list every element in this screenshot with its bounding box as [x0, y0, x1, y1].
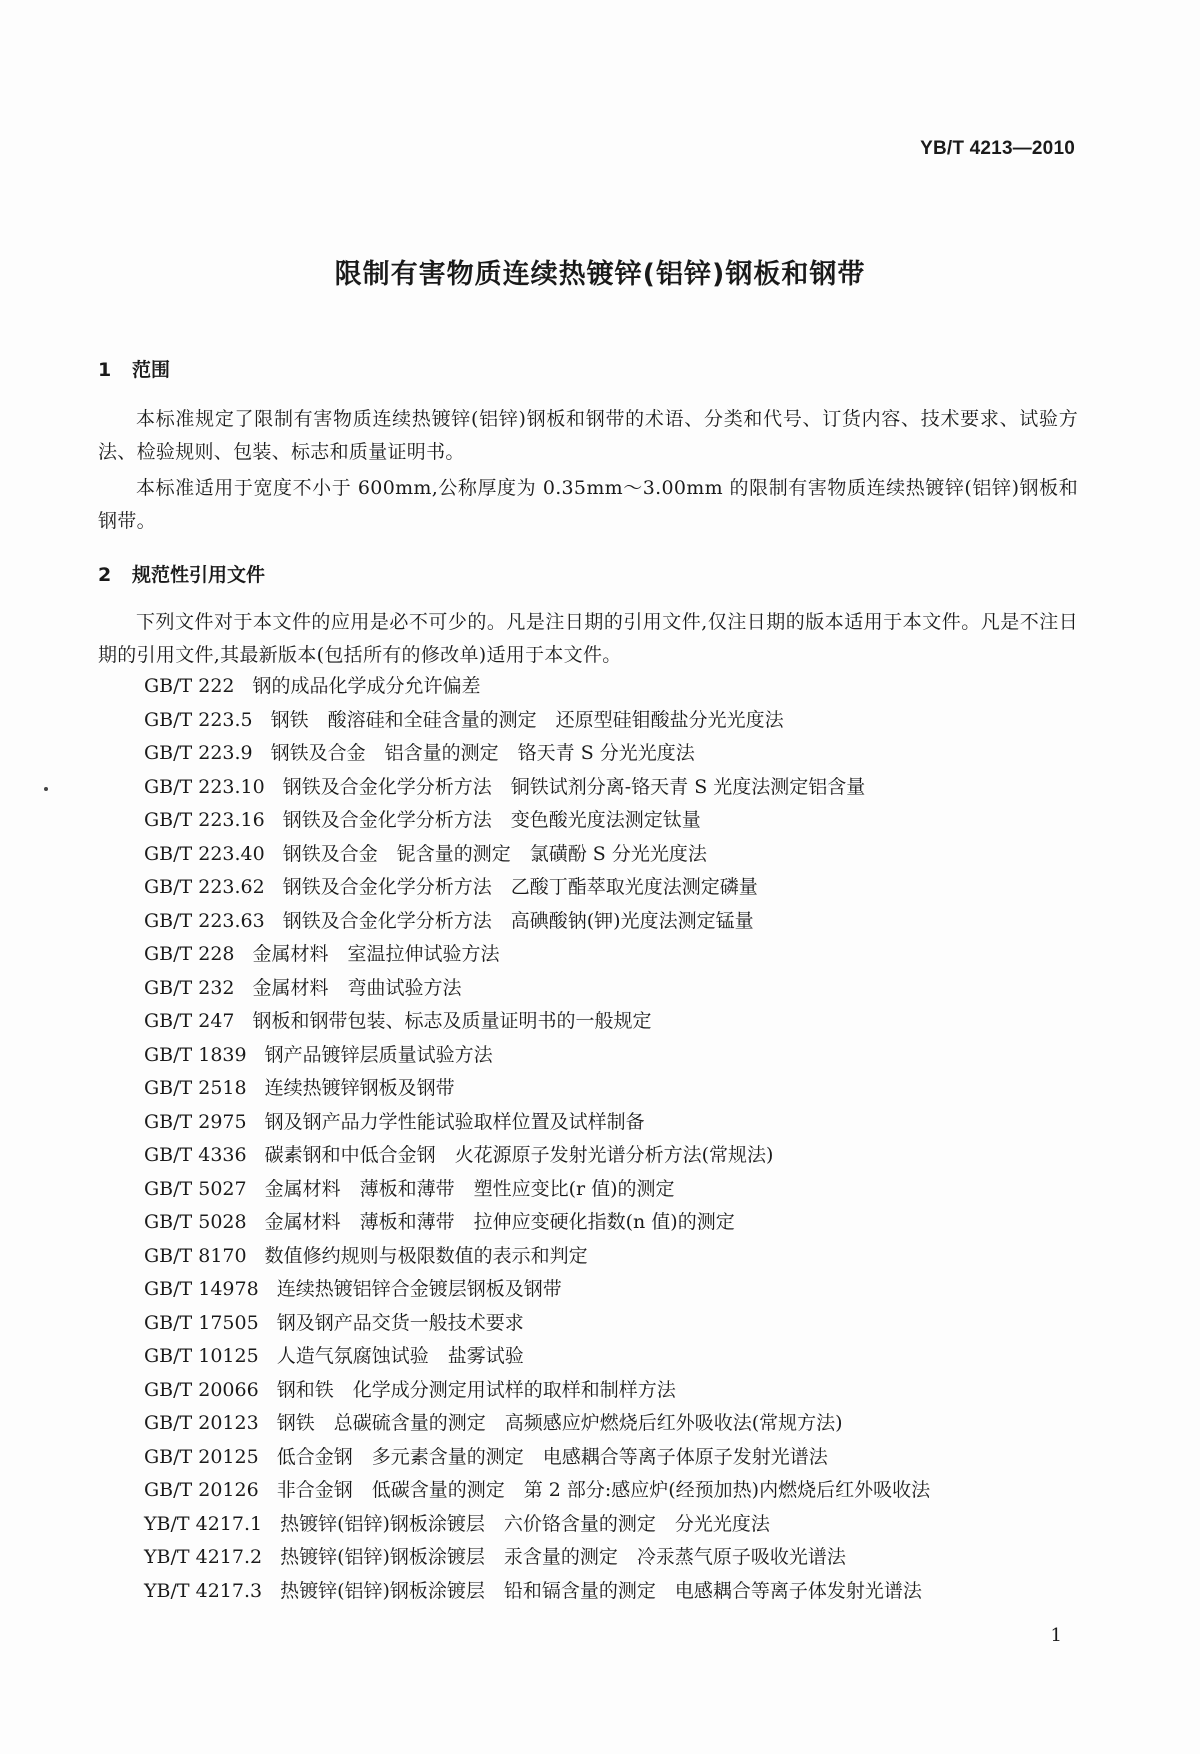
reference-code: GB/T 223.40: [144, 842, 265, 865]
reference-item: [144, 1541, 930, 1575]
reference-title: 钢铁 酸溶硅和全硅含量的测定 还原型硅钼酸盐分光光度法: [270, 708, 784, 731]
reference-item: [144, 1474, 930, 1508]
reference-item: [144, 1441, 930, 1475]
reference-title: 钢板和钢带包装、标志及质量证明书的一般规定: [252, 1010, 652, 1032]
reference-code: GB/T 223.63: [144, 909, 265, 932]
reference-item: [144, 737, 930, 771]
reference-item: [144, 804, 930, 838]
reference-item: [144, 771, 930, 805]
section-title: 规范性引用文件: [132, 564, 266, 586]
section-number: 1: [98, 359, 112, 381]
reference-title: 钢铁 总碳硫含量的测定 高频感应炉燃烧后红外吸收法(常规方法): [276, 1412, 843, 1434]
reference-item: [144, 1273, 930, 1307]
reference-item: [144, 670, 930, 704]
reference-title: 钢的成品化学成分允许偏差: [252, 675, 481, 697]
section-number: 2: [98, 564, 112, 586]
section-title: 范围: [132, 359, 171, 381]
reference-title: 钢铁及合金化学分析方法 乙酸丁酯萃取光度法测定磷量: [282, 876, 758, 898]
reference-item: [144, 1340, 930, 1374]
page-number: 1: [1050, 1625, 1062, 1646]
reference-code: GB/T 5027: [144, 1177, 247, 1200]
reference-code: GB/T 223.9: [144, 742, 253, 764]
reference-item: [144, 1173, 930, 1207]
reference-code: GB/T 247: [144, 1010, 235, 1032]
section-2-paragraph-1: 下列文件对于本文件的应用是必不可少的。凡是注日期的引用文件,仅注日期的版本适用于本文件。凡是不注日期的引用文件,其最新版本(包括所有的修改单)适用于本文件。: [98, 611, 1078, 666]
reference-title: 非合金钢 低碳含量的测定 第 2 部分:感应炉(经预加热)内燃烧后红外吸收法: [276, 1479, 931, 1501]
reference-item: [144, 1407, 930, 1441]
reference-item: [144, 972, 930, 1006]
reference-code: GB/T 2975: [144, 1110, 247, 1133]
reference-item: [144, 1106, 930, 1140]
standard-code: YB/T 4213—2010: [920, 138, 1075, 159]
reference-item: [144, 1139, 930, 1173]
reference-code: YB/T 4217.1: [144, 1512, 263, 1535]
reference-item: [144, 1508, 930, 1542]
reference-item: [144, 938, 930, 972]
reference-title: 连续热镀铝锌合金镀层钢板及钢带: [276, 1278, 562, 1300]
reference-item: [144, 905, 930, 939]
reference-title: 钢铁及合金 铌含量的测定 氯磺酚 S 分光光度法: [282, 842, 707, 865]
reference-title: 钢铁及合金 铝含量的测定 铬天青 S 分光光度法: [270, 742, 695, 764]
normative-reference-list: [144, 670, 930, 1608]
reference-item: [144, 1307, 930, 1341]
reference-title: 钢铁及合金化学分析方法 高碘酸钠(钾)光度法测定锰量: [282, 909, 754, 932]
reference-item: [144, 1575, 930, 1609]
reference-title: 低合金钢 多元素含量的测定 电感耦合等离子体原子发射光谱法: [276, 1445, 828, 1468]
reference-code: GB/T 223.62: [144, 876, 265, 898]
reference-item: [144, 1072, 930, 1106]
reference-title: 热镀锌(铝锌)钢板涂镀层 铅和镉含量的测定 电感耦合等离子体发射光谱法: [280, 1579, 922, 1602]
reference-title: 钢及钢产品力学性能试验取样位置及试样制备: [264, 1110, 645, 1133]
reference-code: GB/T 223.10: [144, 775, 265, 798]
reference-code: GB/T 1839: [144, 1043, 247, 1066]
reference-code: GB/T 14978: [144, 1278, 259, 1300]
reference-code: GB/T 17505: [144, 1311, 259, 1334]
reference-title: 碳素钢和中低合金钢 火花源原子发射光谱分析方法(常规法): [264, 1144, 774, 1166]
reference-code: GB/T 232: [144, 976, 235, 999]
reference-title: 钢及钢产品交货一般技术要求: [276, 1311, 524, 1334]
reference-code: GB/T 223.5: [144, 708, 253, 731]
reference-title: 金属材料 薄板和薄带 拉伸应变硬化指数(n 值)的测定: [264, 1211, 735, 1233]
reference-title: 金属材料 弯曲试验方法: [252, 976, 462, 999]
reference-item: [144, 838, 930, 872]
reference-title: 钢产品镀锌层质量试验方法: [264, 1043, 493, 1066]
reference-code: GB/T 8170: [144, 1244, 247, 1267]
reference-item: [144, 1374, 930, 1408]
reference-title: 金属材料 室温拉伸试验方法: [252, 943, 500, 965]
reference-code: YB/T 4217.3: [144, 1579, 263, 1602]
reference-code: GB/T 4336: [144, 1144, 247, 1166]
reference-item: [144, 871, 930, 905]
reference-item: [144, 1005, 930, 1039]
reference-item: [144, 1206, 930, 1240]
reference-title: 钢铁及合金化学分析方法 铜铁试剂分离-铬天青 S 光度法测定铝含量: [282, 775, 866, 798]
reference-item: [144, 1039, 930, 1073]
reference-title: 金属材料 薄板和薄带 塑性应变比(r 值)的测定: [264, 1177, 675, 1200]
reference-code: GB/T 5028: [144, 1211, 247, 1233]
section-1-heading: [98, 355, 170, 382]
reference-code: GB/T 2518: [144, 1077, 247, 1099]
reference-item: [144, 704, 930, 738]
reference-title: 钢和铁 化学成分测定用试样的取样和制样方法: [276, 1378, 676, 1401]
reference-code: GB/T 20066: [144, 1378, 259, 1401]
reference-code: GB/T 20123: [144, 1412, 259, 1434]
reference-code: GB/T 20125: [144, 1445, 259, 1468]
reference-code: GB/T 228: [144, 943, 235, 965]
reference-code: GB/T 20126: [144, 1479, 259, 1501]
reference-title: 钢铁及合金化学分析方法 变色酸光度法测定钛量: [282, 809, 701, 831]
reference-code: GB/T 223.16: [144, 809, 265, 831]
document-title: 限制有害物质连续热镀锌(铝锌)钢板和钢带: [334, 259, 866, 290]
scan-speck: [44, 787, 48, 791]
reference-code: YB/T 4217.2: [144, 1546, 263, 1568]
section-2-heading: [98, 560, 265, 587]
reference-title: 人造气氛腐蚀试验 盐雾试验: [276, 1345, 524, 1367]
reference-code: GB/T 222: [144, 675, 235, 697]
section-1-paragraph-1: 本标准规定了限制有害物质连续热镀锌(铝锌)钢板和钢带的术语、分类和代号、订货内容、技术要求、试验方法、检验规则、包装、标志和质量证明书。: [98, 408, 1078, 463]
reference-title: 热镀锌(铝锌)钢板涂镀层 汞含量的测定 冷汞蒸气原子吸收光谱法: [280, 1546, 846, 1568]
reference-title: 热镀锌(铝锌)钢板涂镀层 六价铬含量的测定 分光光度法: [280, 1512, 770, 1535]
reference-code: GB/T 10125: [144, 1345, 259, 1367]
reference-title: 数值修约规则与极限数值的表示和判定: [264, 1244, 588, 1267]
reference-title: 连续热镀锌钢板及钢带: [264, 1077, 455, 1099]
section-1-paragraph-2: 本标准适用于宽度不小于 600mm,公称厚度为 0.35mm～3.00mm 的限制有害物质连续热镀锌(铝锌)钢板和钢带。: [98, 477, 1078, 532]
reference-item: [144, 1240, 930, 1274]
